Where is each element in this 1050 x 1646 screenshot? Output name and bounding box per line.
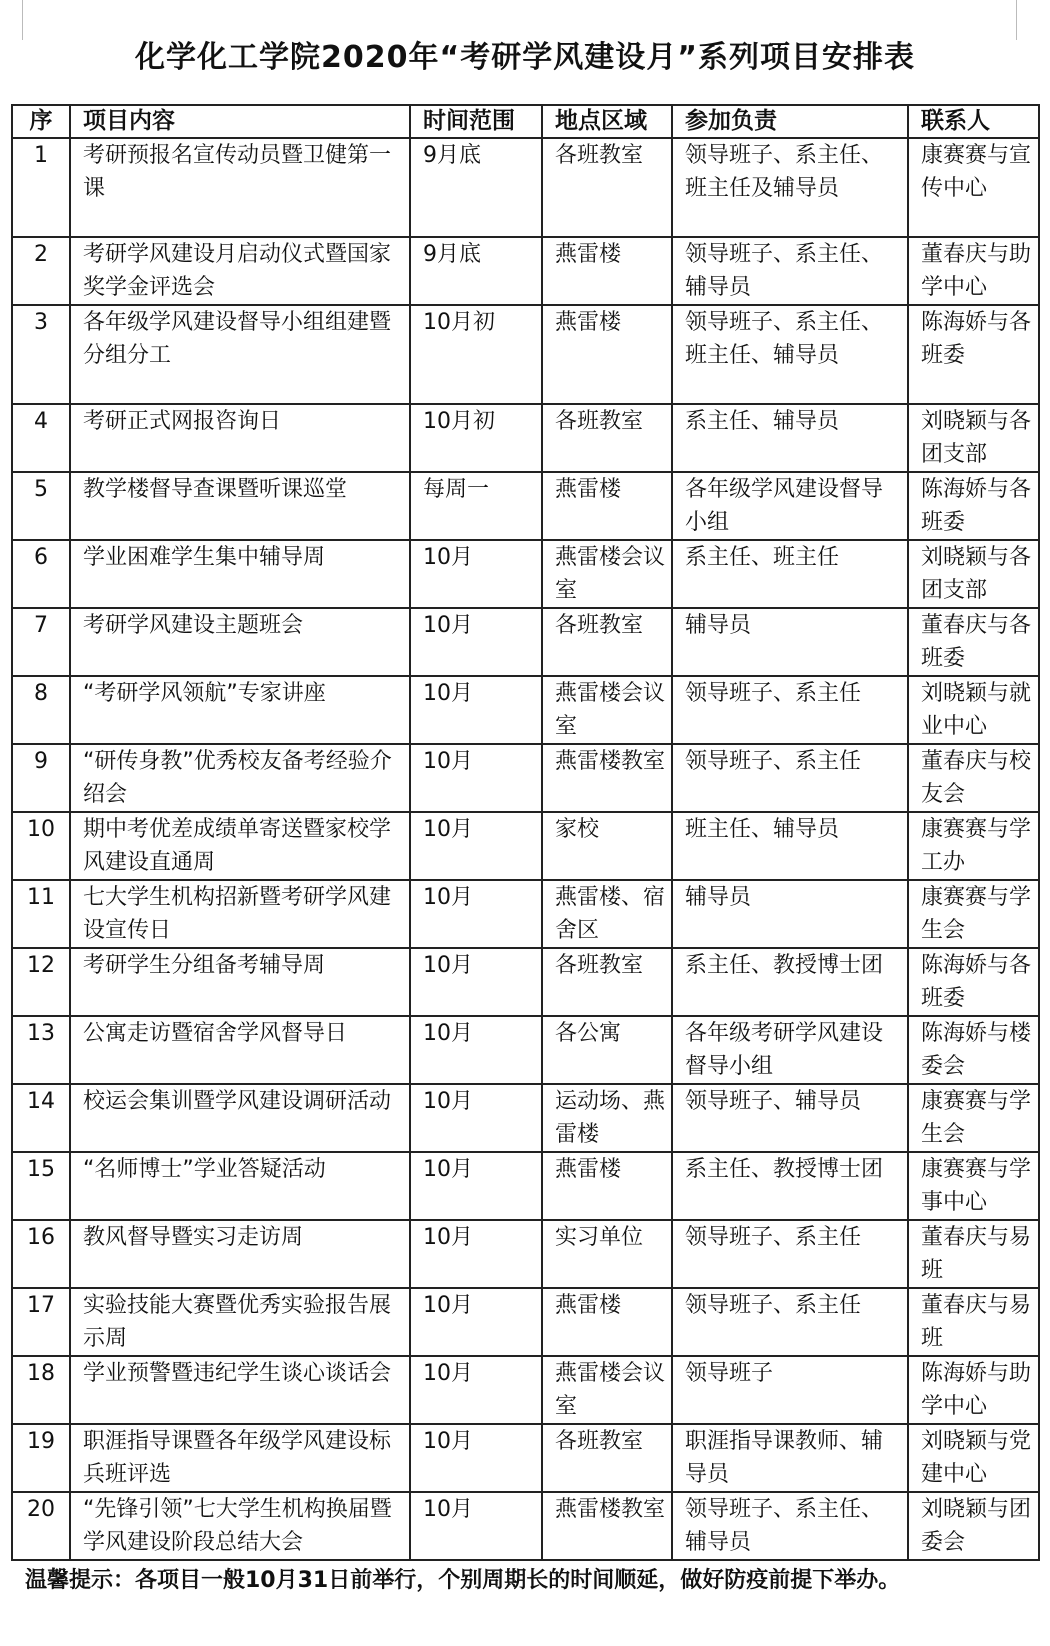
row-lead: 领导班子、系主任、班主任及辅导员 bbox=[672, 138, 908, 237]
table-row bbox=[12, 744, 1039, 812]
row-contact: 陈海娇与楼委会 bbox=[908, 1016, 1039, 1084]
row-lead: 领导班子、系主任 bbox=[672, 676, 908, 744]
row-content: 学业困难学生集中辅导周 bbox=[70, 540, 410, 608]
table-row bbox=[12, 1288, 1039, 1356]
row-lead: 各年级考研学风建设督导小组 bbox=[672, 1016, 908, 1084]
row-contact: 康赛赛与宣传中心 bbox=[908, 138, 1039, 237]
row-number: 7 bbox=[12, 608, 70, 676]
row-contact: 陈海娇与各班委 bbox=[908, 472, 1039, 540]
row-contact: 陈海娇与各班委 bbox=[908, 948, 1039, 1016]
row-time: 10月 bbox=[410, 1220, 542, 1288]
row-content: “名师博士”学业答疑活动 bbox=[70, 1152, 410, 1220]
row-place: 各班教室 bbox=[542, 138, 672, 237]
header-place: 地点区域 bbox=[542, 105, 672, 138]
row-place: 家校 bbox=[542, 812, 672, 880]
table-row bbox=[12, 880, 1039, 948]
row-content: “研传身教”优秀校友备考经验介绍会 bbox=[70, 744, 410, 812]
row-lead: 系主任、教授博士团 bbox=[672, 948, 908, 1016]
table-row bbox=[12, 138, 1039, 237]
row-contact: 董春庆与易班 bbox=[908, 1220, 1039, 1288]
row-place: 燕雷楼 bbox=[542, 305, 672, 404]
row-place: 燕雷楼教室 bbox=[542, 1492, 672, 1560]
row-content: “考研学风领航”专家讲座 bbox=[70, 676, 410, 744]
row-lead: 领导班子、系主任 bbox=[672, 1288, 908, 1356]
row-place: 燕雷楼 bbox=[542, 1152, 672, 1220]
row-contact: 董春庆与助学中心 bbox=[908, 237, 1039, 305]
row-place: 各班教室 bbox=[542, 948, 672, 1016]
table-row bbox=[12, 608, 1039, 676]
row-contact: 陈海娇与助学中心 bbox=[908, 1356, 1039, 1424]
row-content: 考研学风建设月启动仪式暨国家奖学金评选会 bbox=[70, 237, 410, 305]
row-time: 10月 bbox=[410, 744, 542, 812]
row-content: 各年级学风建设督导小组组建暨分组分工 bbox=[70, 305, 410, 404]
table-row bbox=[12, 1152, 1039, 1220]
row-number: 17 bbox=[12, 1288, 70, 1356]
row-time: 9月底 bbox=[410, 237, 542, 305]
table-header-row bbox=[12, 105, 1039, 138]
row-place: 各公寓 bbox=[542, 1016, 672, 1084]
row-time: 10月 bbox=[410, 948, 542, 1016]
row-lead: 领导班子、系主任 bbox=[672, 744, 908, 812]
table-row bbox=[12, 472, 1039, 540]
row-place: 燕雷楼 bbox=[542, 237, 672, 305]
row-content: 考研正式网报咨询日 bbox=[70, 404, 410, 472]
row-lead: 领导班子、系主任、辅导员 bbox=[672, 237, 908, 305]
header-time: 时间范围 bbox=[410, 105, 542, 138]
table-row bbox=[12, 812, 1039, 880]
row-contact: 陈海娇与各班委 bbox=[908, 305, 1039, 404]
table-row bbox=[12, 1492, 1039, 1560]
row-time: 10月 bbox=[410, 540, 542, 608]
row-place: 燕雷楼、宿舍区 bbox=[542, 880, 672, 948]
row-lead: 职涯指导课教师、辅导员 bbox=[672, 1424, 908, 1492]
row-place: 燕雷楼 bbox=[542, 1288, 672, 1356]
document-title: 化学化工学院2020年“考研学风建设月”系列项目安排表 bbox=[135, 40, 915, 75]
row-number: 20 bbox=[12, 1492, 70, 1560]
row-place: 实习单位 bbox=[542, 1220, 672, 1288]
row-number: 8 bbox=[12, 676, 70, 744]
row-time: 10月 bbox=[410, 676, 542, 744]
row-contact: 董春庆与校友会 bbox=[908, 744, 1039, 812]
row-number: 11 bbox=[12, 880, 70, 948]
row-time: 10月 bbox=[410, 812, 542, 880]
table-row bbox=[12, 1016, 1039, 1084]
schedule-table bbox=[11, 104, 1040, 1561]
row-time: 10月 bbox=[410, 1152, 542, 1220]
row-lead: 领导班子、系主任、班主任、辅导员 bbox=[672, 305, 908, 404]
row-time: 10月 bbox=[410, 1016, 542, 1084]
row-contact: 刘晓颖与团委会 bbox=[908, 1492, 1039, 1560]
row-content: 考研预报名宣传动员暨卫健第一课 bbox=[70, 138, 410, 237]
row-time: 10月初 bbox=[410, 305, 542, 404]
row-lead: 领导班子、辅导员 bbox=[672, 1084, 908, 1152]
row-lead: 系主任、班主任 bbox=[672, 540, 908, 608]
row-content: 校运会集训暨学风建设调研活动 bbox=[70, 1084, 410, 1152]
row-number: 2 bbox=[12, 237, 70, 305]
row-contact: 康赛赛与学生会 bbox=[908, 880, 1039, 948]
row-number: 6 bbox=[12, 540, 70, 608]
row-number: 10 bbox=[12, 812, 70, 880]
row-content: 期中考优差成绩单寄送暨家校学风建设直通周 bbox=[70, 812, 410, 880]
row-lead: 班主任、辅导员 bbox=[672, 812, 908, 880]
row-contact: 刘晓颖与党建中心 bbox=[908, 1424, 1039, 1492]
row-number: 3 bbox=[12, 305, 70, 404]
row-place: 燕雷楼会议室 bbox=[542, 1356, 672, 1424]
header-number: 序 bbox=[12, 105, 70, 138]
row-lead: 辅导员 bbox=[672, 880, 908, 948]
row-lead: 领导班子、系主任、辅导员 bbox=[672, 1492, 908, 1560]
table-row bbox=[12, 676, 1039, 744]
table-row bbox=[12, 540, 1039, 608]
row-place: 燕雷楼教室 bbox=[542, 744, 672, 812]
row-lead: 辅导员 bbox=[672, 608, 908, 676]
row-time: 10月 bbox=[410, 608, 542, 676]
row-number: 12 bbox=[12, 948, 70, 1016]
row-place: 各班教室 bbox=[542, 404, 672, 472]
row-place: 各班教室 bbox=[542, 608, 672, 676]
row-contact: 刘晓颖与就业中心 bbox=[908, 676, 1039, 744]
row-content: 学业预警暨违纪学生谈心谈话会 bbox=[70, 1356, 410, 1424]
table-row bbox=[12, 1424, 1039, 1492]
row-time: 10月 bbox=[410, 1288, 542, 1356]
table-row bbox=[12, 1084, 1039, 1152]
table-row bbox=[12, 404, 1039, 472]
row-contact: 康赛赛与学事中心 bbox=[908, 1152, 1039, 1220]
row-contact: 刘晓颖与各团支部 bbox=[908, 404, 1039, 472]
row-lead: 领导班子 bbox=[672, 1356, 908, 1424]
row-contact: 康赛赛与学生会 bbox=[908, 1084, 1039, 1152]
header-lead: 参加负责 bbox=[672, 105, 908, 138]
row-content: 考研学生分组备考辅导周 bbox=[70, 948, 410, 1016]
row-number: 4 bbox=[12, 404, 70, 472]
table-row bbox=[12, 1356, 1039, 1424]
row-time: 10月初 bbox=[410, 404, 542, 472]
row-lead: 系主任、辅导员 bbox=[672, 404, 908, 472]
row-content: “先锋引领”七大学生机构换届暨学风建设阶段总结大会 bbox=[70, 1492, 410, 1560]
row-content: 考研学风建设主题班会 bbox=[70, 608, 410, 676]
table-row bbox=[12, 305, 1039, 404]
row-time: 10月 bbox=[410, 1492, 542, 1560]
row-contact: 刘晓颖与各团支部 bbox=[908, 540, 1039, 608]
row-number: 9 bbox=[12, 744, 70, 812]
row-place: 各班教室 bbox=[542, 1424, 672, 1492]
row-content: 教学楼督导查课暨听课巡堂 bbox=[70, 472, 410, 540]
row-number: 1 bbox=[12, 138, 70, 237]
table-row bbox=[12, 948, 1039, 1016]
row-contact: 董春庆与易班 bbox=[908, 1288, 1039, 1356]
row-place: 运动场、燕雷楼 bbox=[542, 1084, 672, 1152]
row-time: 10月 bbox=[410, 1356, 542, 1424]
row-time: 每周一 bbox=[410, 472, 542, 540]
header-contact: 联系人 bbox=[908, 105, 1039, 138]
row-content: 职涯指导课暨各年级学风建设标兵班评选 bbox=[70, 1424, 410, 1492]
row-number: 14 bbox=[12, 1084, 70, 1152]
row-number: 16 bbox=[12, 1220, 70, 1288]
table-row bbox=[12, 1220, 1039, 1288]
header-content: 项目内容 bbox=[70, 105, 410, 138]
row-time: 10月 bbox=[410, 880, 542, 948]
row-number: 5 bbox=[12, 472, 70, 540]
row-content: 七大学生机构招新暨考研学风建设宣传日 bbox=[70, 880, 410, 948]
row-number: 13 bbox=[12, 1016, 70, 1084]
row-content: 教风督导暨实习走访周 bbox=[70, 1220, 410, 1288]
row-place: 燕雷楼会议室 bbox=[542, 676, 672, 744]
row-lead: 系主任、教授博士团 bbox=[672, 1152, 908, 1220]
table-row bbox=[12, 237, 1039, 305]
row-number: 19 bbox=[12, 1424, 70, 1492]
footer-note: 温馨提示：各项目一般10月31日前举行，个别周期长的时间顺延，做好防疫前提下举办。 bbox=[25, 1568, 901, 1593]
row-number: 15 bbox=[12, 1152, 70, 1220]
row-place: 燕雷楼会议室 bbox=[542, 540, 672, 608]
row-time: 9月底 bbox=[410, 138, 542, 237]
row-lead: 各年级学风建设督导小组 bbox=[672, 472, 908, 540]
row-lead: 领导班子、系主任 bbox=[672, 1220, 908, 1288]
row-content: 实验技能大赛暨优秀实验报告展示周 bbox=[70, 1288, 410, 1356]
row-number: 18 bbox=[12, 1356, 70, 1424]
row-contact: 董春庆与各班委 bbox=[908, 608, 1039, 676]
row-contact: 康赛赛与学工办 bbox=[908, 812, 1039, 880]
row-place: 燕雷楼 bbox=[542, 472, 672, 540]
row-content: 公寓走访暨宿舍学风督导日 bbox=[70, 1016, 410, 1084]
row-time: 10月 bbox=[410, 1084, 542, 1152]
row-time: 10月 bbox=[410, 1424, 542, 1492]
